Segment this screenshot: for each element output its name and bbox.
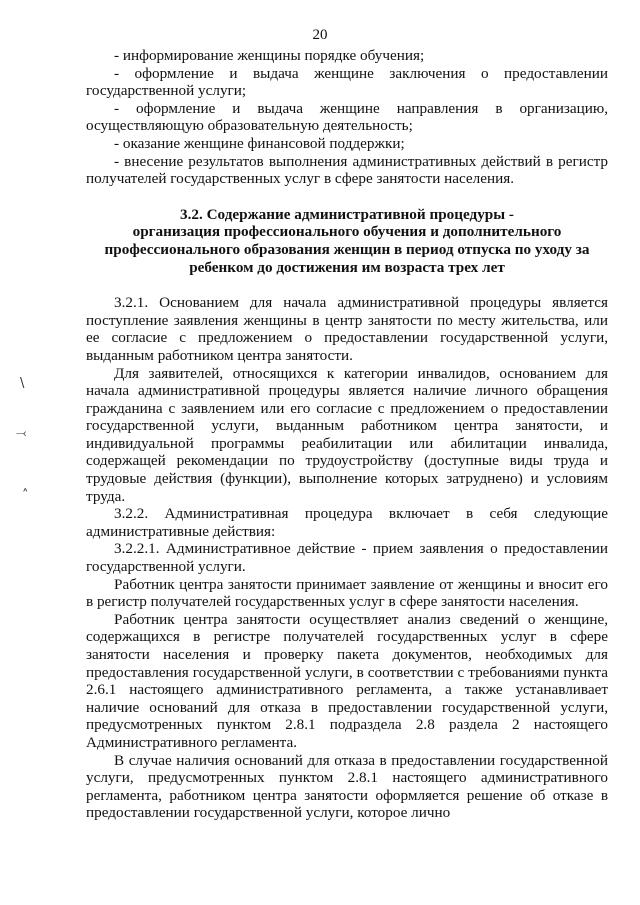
page-number: 20 [312, 27, 328, 43]
heading-line: профессионального образования женщин в период отпуска по уходу за [104, 240, 590, 258]
heading-line: организация профессионального обучения и дополнительного [132, 223, 562, 241]
list-item: - оформление и выдача женщине направления в организацию, осуществляющую образовательную деятельность; [86, 99, 608, 135]
paragraph: 3.2.1. Основанием для начала административной процедуры является поступление заявления женщины в центр занятости по месту жительства, или ее согласие с предложением о предоставлении государственной услуги, выданным работником центра занятости. [86, 294, 608, 364]
paragraph: 3.2.2. Административная процедура включает в себя следующие административные действия: [86, 505, 608, 540]
heading-line: ребенком до достижения им возраста трех лет [189, 258, 505, 276]
paragraph: Работник центра занятости осуществляет анализ сведений о женщине, содержащихся в регистре получателей государственных услуг в сфере занятости населения и проверку пакета документов, необходимых для предоставления государственной услуги, в соответствии с требованиями пункта 2.6.1 настоящего административного регламента, а также устанавливает наличие оснований для отказа в предоставлении государственной услуги, предусмотренных пунктом 2.8.1 подраздела 2.8 раздела 2 настоящего Административного регламента. [86, 610, 608, 751]
paragraph: Работник центра занятости принимает заявление от женщины и вносит его в регистр получателей государственных услуг в сфере занятости населения. [86, 575, 608, 611]
list-item: - внесение результатов выполнения административных действий в регистр получателей государственных услуг в сфере занятости населения. [86, 152, 608, 188]
section-heading [86, 206, 608, 276]
list-item: - оказание женщине финансовой поддержки; [114, 134, 405, 152]
paragraph: В случае наличия оснований для отказа в предоставлении государственной услуги, предусмотренных пунктом 2.8.1 настоящего административного регламента, работником центра занятости оформляется решение об отказе в предоставлении государственной услуги, которое лично [86, 751, 608, 822]
heading-line: 3.2. Содержание административной процедуры - [180, 205, 514, 223]
paragraph: Для заявителей, относящихся к категории инвалидов, основанием для начала административной процедуры является наличие личного обращения гражданина с заявлением или его согласие с предложением о предоставлении государственной услуги, выданным работником центра занятости, и индивидуальной программы реабилитации или абилитации инвалида, содержащей рекомендации по трудоустройству (доступные виды труда и трудовые действия (функции), выполнение которых затруднено) и условиям труда. [86, 364, 608, 505]
list-item: - оформление и выдача женщине заключения о предоставлении государственной услуги; [86, 64, 608, 100]
paragraph: 3.2.2.1. Административное действие - прием заявления о предоставлении государственной услуги. [86, 540, 608, 576]
margin-mark: \ [20, 376, 25, 391]
margin-mark: ⤙ [16, 426, 27, 441]
margin-mark: ˄ [22, 488, 29, 503]
document-body [86, 47, 608, 822]
list-item: - информирование женщины порядке обучения; [114, 47, 425, 64]
